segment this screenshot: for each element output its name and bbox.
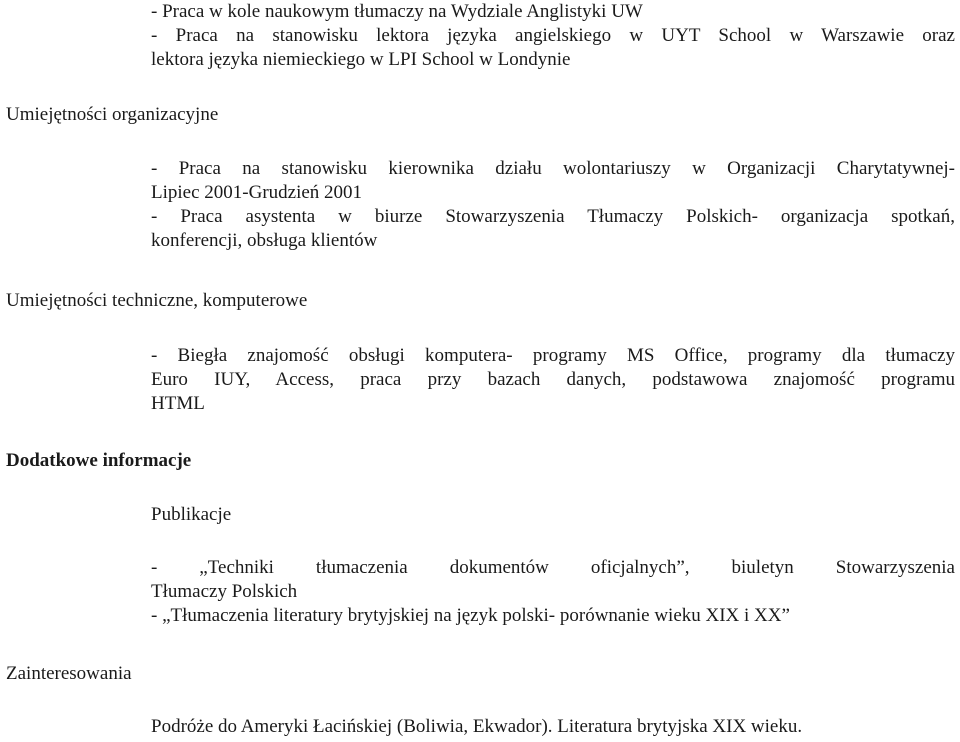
organizational-line-1: - Praca na stanowisku kierownika działu wolontariuszy w Organizacji Charytatywnej- [151, 158, 955, 179]
technical-line-1: - Biegła znajomość obsługi komputera- programy MS Office, programy dla tłumaczy [151, 345, 955, 366]
teaching-line-3: lektora języka niemieckiego w LPI School w Londynie [151, 49, 571, 70]
teaching-block [151, 0, 955, 72]
technical-line-2: Euro IUY, Access, praca przy bazach danych, podstawowa znajomość programu [151, 369, 955, 390]
teaching-line-2: - Praca na stanowisku lektora języka angielskiego w UYT School w Warszawie oraz [151, 25, 955, 46]
technical-skills-block [151, 344, 955, 416]
additional-info-label: Dodatkowe informacje [6, 450, 192, 471]
organizational-line-4: konferencji, obsługa klientów [151, 230, 378, 251]
teaching-line-1: - Praca w kole naukowym tłumaczy na Wydziale Anglistyki UW [151, 1, 643, 22]
interests-text: Podróże do Ameryki Łacińskiej (Boliwia, Ekwador). Literatura brytyjska XIX wieku. [151, 716, 803, 737]
organizational-skills-label: Umiejętności organizacyjne [6, 104, 219, 125]
organizational-line-3: - Praca asystenta w biurze Stowarzyszenia Tłumaczy Polskich- organizacja spotkań, [151, 206, 955, 227]
publication-line-3: - „Tłumaczenia literatury brytyjskiej na język polski- porównanie wieku XIX i XX” [151, 605, 790, 626]
organizational-line-2: Lipiec 2001-Grudzień 2001 [151, 182, 363, 203]
technical-skills-label: Umiejętności techniczne, komputerowe [6, 290, 308, 311]
technical-line-3: HTML [151, 393, 205, 414]
interests-label: Zainteresowania [6, 663, 132, 684]
publications-block [151, 556, 955, 628]
publication-line-1: - „Techniki tłumaczenia dokumentów oficjalnych”, biuletyn Stowarzyszenia [151, 557, 955, 578]
publications-heading: Publikacje [151, 504, 232, 525]
publication-line-2: Tłumaczy Polskich [151, 581, 298, 602]
organizational-skills-block [151, 157, 955, 253]
